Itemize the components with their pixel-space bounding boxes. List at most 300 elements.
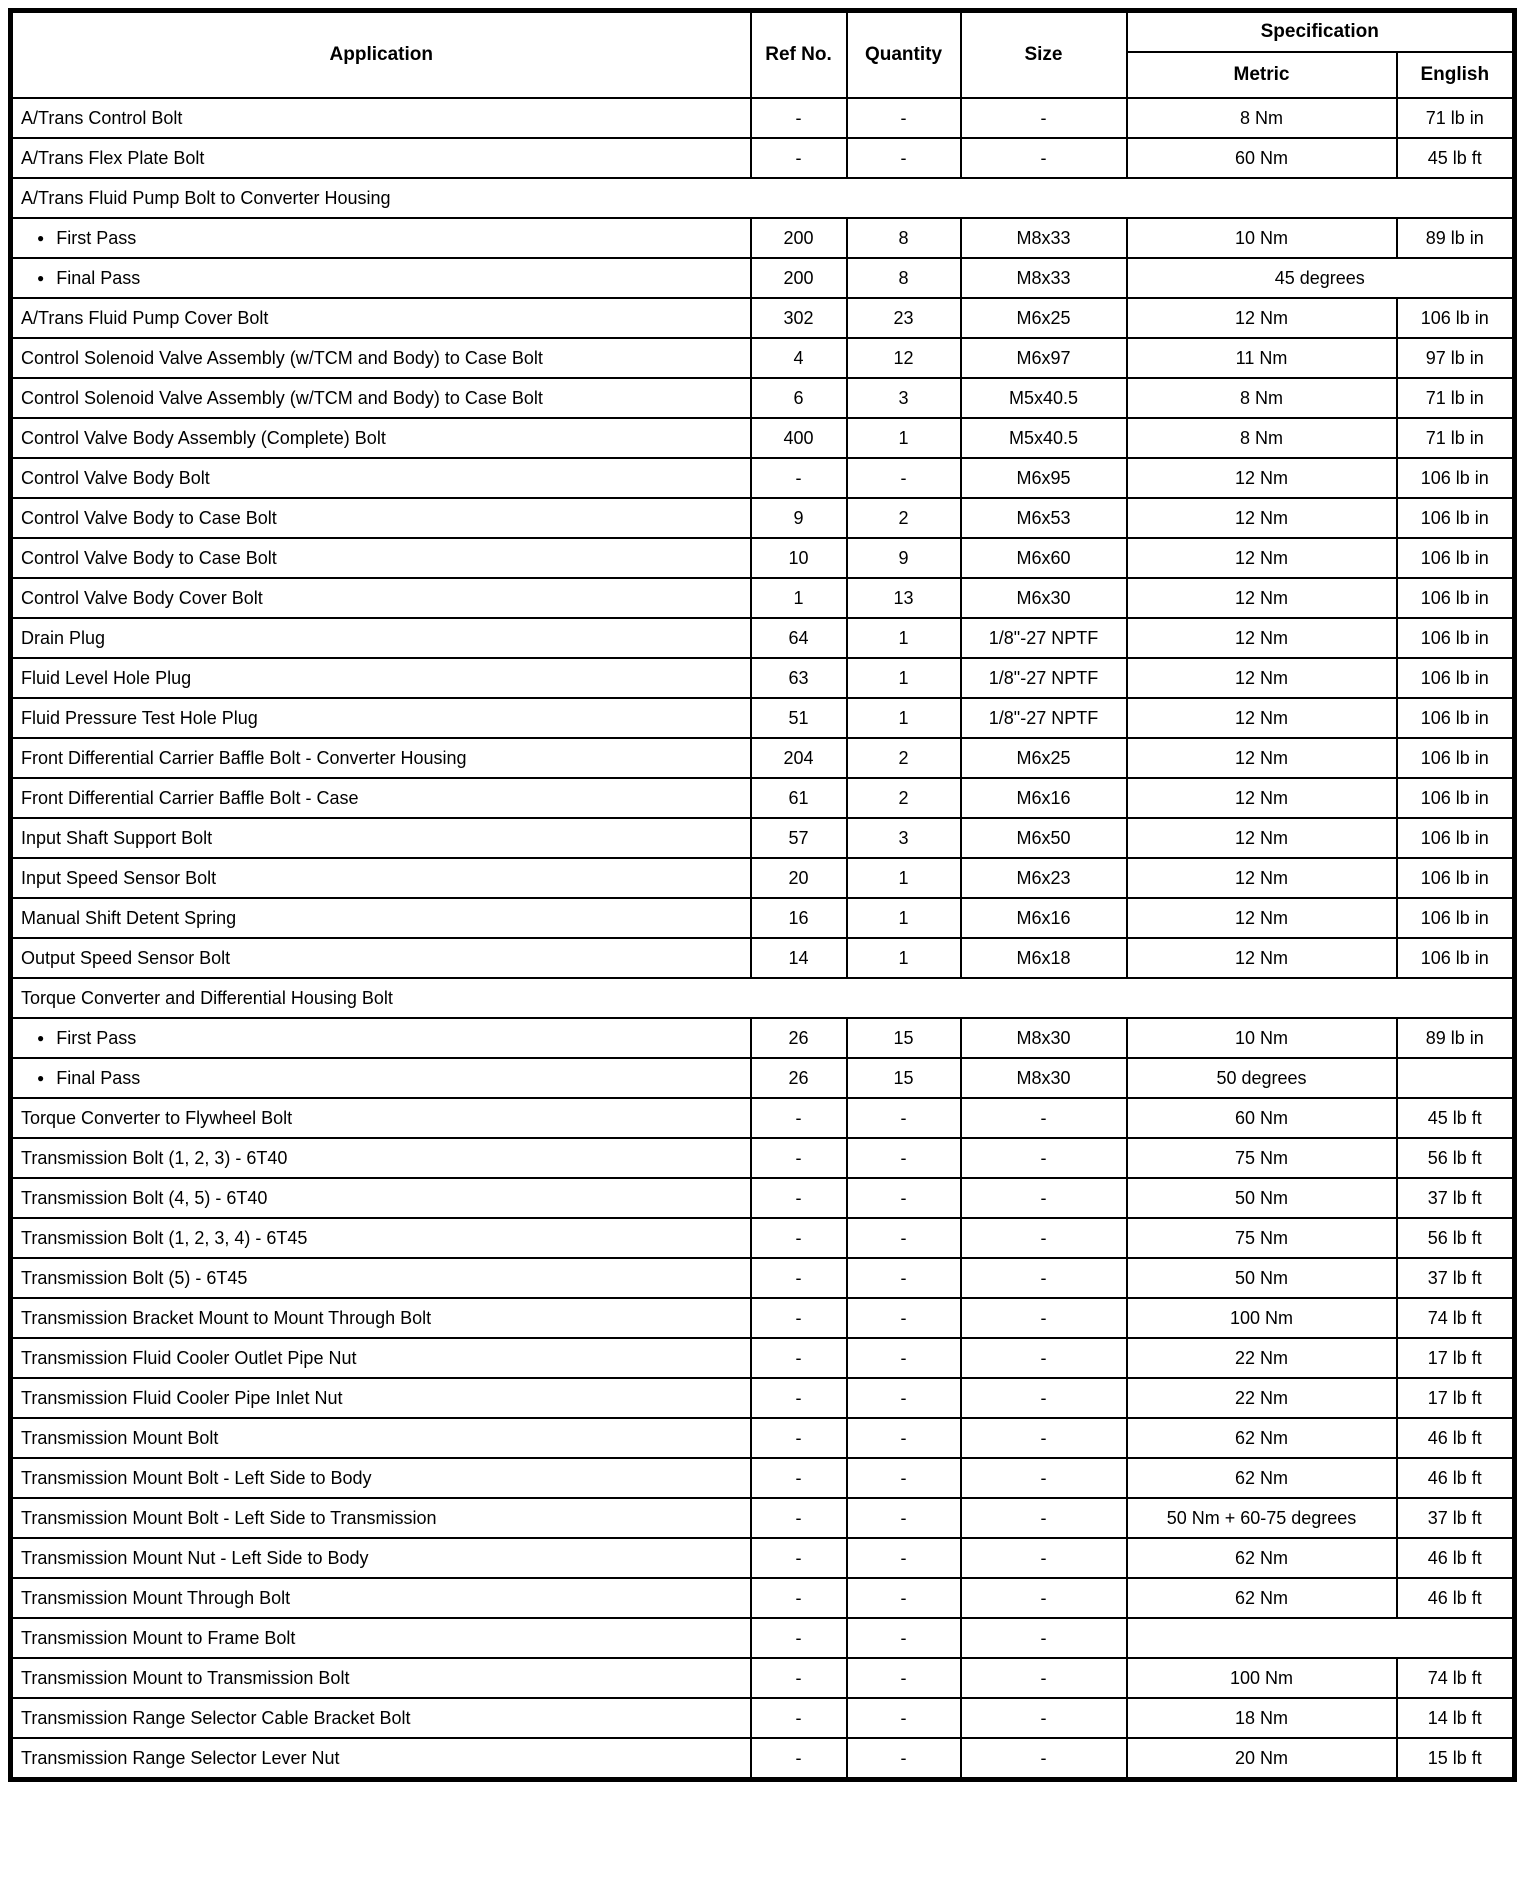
table-row xyxy=(11,378,1515,418)
english-cell: 45 lb ft xyxy=(1397,1098,1515,1138)
table-row xyxy=(11,1418,1515,1458)
quantity-cell: - xyxy=(847,138,961,178)
english-cell: 106 lb in xyxy=(1397,778,1515,818)
table-row xyxy=(11,618,1515,658)
size-cell: - xyxy=(961,1498,1127,1538)
application-text: Front Differential Carrier Baffle Bolt - Case xyxy=(21,788,359,808)
quantity-cell: - xyxy=(847,1698,961,1738)
application-text: Control Valve Body to Case Bolt xyxy=(21,508,277,528)
table-row xyxy=(11,1258,1515,1298)
size-cell: - xyxy=(961,1338,1127,1378)
table-row xyxy=(11,578,1515,618)
metric-cell: 12 Nm xyxy=(1127,778,1397,818)
table-row xyxy=(11,258,1515,298)
application-text: Output Speed Sensor Bolt xyxy=(21,948,231,968)
english-cell: 46 lb ft xyxy=(1397,1458,1515,1498)
quantity-cell: 1 xyxy=(847,938,961,978)
application-text: A/Trans Control Bolt xyxy=(21,108,183,128)
table-row xyxy=(11,658,1515,698)
size-cell: - xyxy=(961,1258,1127,1298)
ref-no-cell: - xyxy=(751,1378,847,1418)
bullet-icon: ● xyxy=(37,1071,45,1085)
size-cell: - xyxy=(961,1698,1127,1738)
english-cell: 46 lb ft xyxy=(1397,1578,1515,1618)
application-cell xyxy=(11,818,751,858)
size-cell: M6x25 xyxy=(961,738,1127,778)
table-row xyxy=(11,898,1515,938)
english-cell: 37 lb ft xyxy=(1397,1258,1515,1298)
table-row xyxy=(11,738,1515,778)
table-row xyxy=(11,938,1515,978)
application-text: Transmission Mount Bolt xyxy=(21,1428,219,1448)
table-row xyxy=(11,98,1515,138)
size-cell: M6x97 xyxy=(961,338,1127,378)
metric-cell: 12 Nm xyxy=(1127,298,1397,338)
ref-no-cell: - xyxy=(751,458,847,498)
quantity-cell: 1 xyxy=(847,618,961,658)
english-cell: 46 lb ft xyxy=(1397,1538,1515,1578)
metric-cell: 50 Nm + 60-75 degrees xyxy=(1127,1498,1397,1538)
ref-no-cell: - xyxy=(751,1658,847,1698)
application-text: Transmission Bolt (1, 2, 3, 4) - 6T45 xyxy=(21,1228,308,1248)
size-cell: - xyxy=(961,1538,1127,1578)
size-cell: - xyxy=(961,98,1127,138)
metric-cell: 10 Nm xyxy=(1127,1018,1397,1058)
size-cell: M8x33 xyxy=(961,258,1127,298)
size-cell: - xyxy=(961,1658,1127,1698)
table-row xyxy=(11,1498,1515,1538)
english-cell: 106 lb in xyxy=(1397,498,1515,538)
application-text: Drain Plug xyxy=(21,628,106,648)
application-text: Transmission Mount to Transmission Bolt xyxy=(21,1668,350,1688)
quantity-cell: 1 xyxy=(847,418,961,458)
application-cell xyxy=(11,578,751,618)
table-row xyxy=(11,1338,1515,1378)
spec-span-cell xyxy=(1127,1618,1515,1658)
quantity-cell: - xyxy=(847,1618,961,1658)
quantity-cell: - xyxy=(847,1498,961,1538)
english-cell: 106 lb in xyxy=(1397,458,1515,498)
ref-no-cell: - xyxy=(751,1498,847,1538)
ref-no-cell: - xyxy=(751,1458,847,1498)
ref-no-cell: - xyxy=(751,1738,847,1780)
bullet-icon: ● xyxy=(37,271,45,285)
size-cell: M5x40.5 xyxy=(961,378,1127,418)
quantity-cell: - xyxy=(847,1138,961,1178)
bullet-icon: ● xyxy=(37,231,45,245)
metric-cell: 50 Nm xyxy=(1127,1258,1397,1298)
section-header-row xyxy=(11,978,1515,1018)
application-cell xyxy=(11,298,751,338)
table-row xyxy=(11,1378,1515,1418)
application-text: First Pass xyxy=(56,228,137,248)
table-row xyxy=(11,1138,1515,1178)
size-cell: M6x16 xyxy=(961,898,1127,938)
application-cell xyxy=(11,778,751,818)
ref-no-cell: - xyxy=(751,1578,847,1618)
ref-no-cell: - xyxy=(751,98,847,138)
ref-no-cell: 200 xyxy=(751,218,847,258)
application-text: Transmission Mount Bolt - Left Side to Body xyxy=(21,1468,372,1488)
english-cell: 106 lb in xyxy=(1397,698,1515,738)
header-row-top xyxy=(11,11,1515,53)
application-cell xyxy=(11,1418,751,1458)
application-cell xyxy=(11,1658,751,1698)
quantity-cell: 2 xyxy=(847,778,961,818)
application-text: Transmission Fluid Cooler Outlet Pipe Nut xyxy=(21,1348,357,1368)
application-cell xyxy=(11,1258,751,1298)
size-cell: 1/8"-27 NPTF xyxy=(961,658,1127,698)
metric-cell: 12 Nm xyxy=(1127,698,1397,738)
application-cell xyxy=(11,738,751,778)
quantity-cell: - xyxy=(847,98,961,138)
metric-cell: 18 Nm xyxy=(1127,1698,1397,1738)
application-text: Fluid Level Hole Plug xyxy=(21,668,192,688)
metric-cell: 50 Nm xyxy=(1127,1178,1397,1218)
quantity-cell: - xyxy=(847,1578,961,1618)
table-row xyxy=(11,1178,1515,1218)
table-row xyxy=(11,298,1515,338)
table-row xyxy=(11,498,1515,538)
metric-cell: 10 Nm xyxy=(1127,218,1397,258)
size-cell: - xyxy=(961,1578,1127,1618)
size-cell: - xyxy=(961,1458,1127,1498)
ref-no-cell: - xyxy=(751,1098,847,1138)
quantity-cell: - xyxy=(847,1298,961,1338)
english-cell: 106 lb in xyxy=(1397,938,1515,978)
application-cell xyxy=(11,1618,751,1658)
ref-no-cell: - xyxy=(751,1338,847,1378)
table-row xyxy=(11,1698,1515,1738)
application-text: Transmission Fluid Cooler Pipe Inlet Nut xyxy=(21,1388,343,1408)
ref-no-cell: - xyxy=(751,1138,847,1178)
application-text: Transmission Bolt (4, 5) - 6T40 xyxy=(21,1188,268,1208)
application-cell xyxy=(11,1458,751,1498)
application-text: A/Trans Fluid Pump Cover Bolt xyxy=(21,308,269,328)
size-cell: 1/8"-27 NPTF xyxy=(961,618,1127,658)
col-header-quantity: Quantity xyxy=(847,11,961,99)
ref-no-cell: 204 xyxy=(751,738,847,778)
application-cell xyxy=(11,898,751,938)
english-cell: 74 lb ft xyxy=(1397,1658,1515,1698)
application-cell xyxy=(11,1498,751,1538)
ref-no-cell: - xyxy=(751,1418,847,1458)
application-cell xyxy=(11,218,751,258)
application-cell xyxy=(11,378,751,418)
quantity-cell: 23 xyxy=(847,298,961,338)
size-cell: M6x16 xyxy=(961,778,1127,818)
ref-no-cell: 20 xyxy=(751,858,847,898)
application-cell xyxy=(11,338,751,378)
application-cell xyxy=(11,1538,751,1578)
application-cell xyxy=(11,1138,751,1178)
size-cell: M6x18 xyxy=(961,938,1127,978)
application-cell xyxy=(11,1698,751,1738)
section-title: Torque Converter and Differential Housing Bolt xyxy=(11,978,1515,1018)
english-cell: 45 lb ft xyxy=(1397,138,1515,178)
application-cell xyxy=(11,98,751,138)
table-row xyxy=(11,1218,1515,1258)
metric-cell: 100 Nm xyxy=(1127,1298,1397,1338)
metric-cell: 12 Nm xyxy=(1127,578,1397,618)
metric-cell: 75 Nm xyxy=(1127,1138,1397,1178)
ref-no-cell: - xyxy=(751,1258,847,1298)
table-row xyxy=(11,1738,1515,1780)
ref-no-cell: 400 xyxy=(751,418,847,458)
section-title: A/Trans Fluid Pump Bolt to Converter Housing xyxy=(11,178,1515,218)
english-cell: 74 lb ft xyxy=(1397,1298,1515,1338)
metric-cell: 12 Nm xyxy=(1127,658,1397,698)
table-row xyxy=(11,698,1515,738)
ref-no-cell: 57 xyxy=(751,818,847,858)
ref-no-cell: 51 xyxy=(751,698,847,738)
quantity-cell: 9 xyxy=(847,538,961,578)
application-cell xyxy=(11,1018,751,1058)
size-cell: M8x30 xyxy=(961,1058,1127,1098)
application-cell xyxy=(11,458,751,498)
ref-no-cell: 63 xyxy=(751,658,847,698)
ref-no-cell: 16 xyxy=(751,898,847,938)
application-cell xyxy=(11,1578,751,1618)
english-cell: 106 lb in xyxy=(1397,858,1515,898)
ref-no-cell: - xyxy=(751,1618,847,1658)
application-text: Transmission Mount Nut - Left Side to Body xyxy=(21,1548,369,1568)
application-text: Final Pass xyxy=(56,1068,141,1088)
english-cell: 71 lb in xyxy=(1397,378,1515,418)
ref-no-cell: 302 xyxy=(751,298,847,338)
english-cell: 37 lb ft xyxy=(1397,1498,1515,1538)
col-header-english: English xyxy=(1397,52,1515,98)
col-header-specification: Specification xyxy=(1127,11,1515,53)
metric-cell: 8 Nm xyxy=(1127,378,1397,418)
metric-cell: 62 Nm xyxy=(1127,1418,1397,1458)
size-cell: M6x60 xyxy=(961,538,1127,578)
table-row xyxy=(11,818,1515,858)
quantity-cell: 1 xyxy=(847,658,961,698)
ref-no-cell: - xyxy=(751,1298,847,1338)
english-cell: 15 lb ft xyxy=(1397,1738,1515,1780)
english-cell: 56 lb ft xyxy=(1397,1218,1515,1258)
metric-cell: 12 Nm xyxy=(1127,858,1397,898)
ref-no-cell: - xyxy=(751,1218,847,1258)
ref-no-cell: - xyxy=(751,138,847,178)
quantity-cell: 1 xyxy=(847,698,961,738)
col-header-metric: Metric xyxy=(1127,52,1397,98)
quantity-cell: 1 xyxy=(847,898,961,938)
metric-cell: 12 Nm xyxy=(1127,538,1397,578)
english-cell: 106 lb in xyxy=(1397,298,1515,338)
quantity-cell: 12 xyxy=(847,338,961,378)
application-text: Transmission Mount Through Bolt xyxy=(21,1588,291,1608)
quantity-cell: 13 xyxy=(847,578,961,618)
quantity-cell: - xyxy=(847,1178,961,1218)
english-cell xyxy=(1397,1058,1515,1098)
table-row xyxy=(11,1018,1515,1058)
english-cell: 106 lb in xyxy=(1397,578,1515,618)
ref-no-cell: 9 xyxy=(751,498,847,538)
application-text: Control Valve Body to Case Bolt xyxy=(21,548,277,568)
metric-cell: 8 Nm xyxy=(1127,418,1397,458)
size-cell: - xyxy=(961,1178,1127,1218)
fastener-spec-table xyxy=(8,8,1517,1782)
application-text: A/Trans Flex Plate Bolt xyxy=(21,148,205,168)
english-cell: 106 lb in xyxy=(1397,658,1515,698)
metric-cell: 12 Nm xyxy=(1127,618,1397,658)
quantity-cell: 3 xyxy=(847,378,961,418)
table-row xyxy=(11,218,1515,258)
quantity-cell: 8 xyxy=(847,258,961,298)
table-row xyxy=(11,1578,1515,1618)
ref-no-cell: 14 xyxy=(751,938,847,978)
size-cell: - xyxy=(961,1298,1127,1338)
metric-cell: 22 Nm xyxy=(1127,1338,1397,1378)
application-text: Control Solenoid Valve Assembly (w/TCM and Body) to Case Bolt xyxy=(21,388,543,408)
ref-no-cell: 200 xyxy=(751,258,847,298)
english-cell: 46 lb ft xyxy=(1397,1418,1515,1458)
metric-cell: 60 Nm xyxy=(1127,1098,1397,1138)
ref-no-cell: 26 xyxy=(751,1018,847,1058)
col-header-application: Application xyxy=(11,11,751,99)
english-cell: 14 lb ft xyxy=(1397,1698,1515,1738)
english-cell: 89 lb in xyxy=(1397,218,1515,258)
application-cell xyxy=(11,498,751,538)
col-header-size: Size xyxy=(961,11,1127,99)
metric-cell: 100 Nm xyxy=(1127,1658,1397,1698)
application-text: Input Shaft Support Bolt xyxy=(21,828,213,848)
application-text: Transmission Range Selector Cable Bracket Bolt xyxy=(21,1708,411,1728)
ref-no-cell: 64 xyxy=(751,618,847,658)
english-cell: 71 lb in xyxy=(1397,98,1515,138)
quantity-cell: - xyxy=(847,1538,961,1578)
application-cell xyxy=(11,1058,751,1098)
size-cell: M6x50 xyxy=(961,818,1127,858)
ref-no-cell: 10 xyxy=(751,538,847,578)
ref-no-cell: - xyxy=(751,1538,847,1578)
metric-cell: 60 Nm xyxy=(1127,138,1397,178)
col-header-ref-no: Ref No. xyxy=(751,11,847,99)
application-text: Transmission Range Selector Lever Nut xyxy=(21,1748,340,1768)
size-cell: - xyxy=(961,138,1127,178)
ref-no-cell: 6 xyxy=(751,378,847,418)
size-cell: M6x95 xyxy=(961,458,1127,498)
application-text: Torque Converter to Flywheel Bolt xyxy=(21,1108,293,1128)
size-cell: M6x53 xyxy=(961,498,1127,538)
application-text: Transmission Bracket Mount to Mount Through Bolt xyxy=(21,1308,432,1328)
ref-no-cell: 61 xyxy=(751,778,847,818)
english-cell: 71 lb in xyxy=(1397,418,1515,458)
bullet-icon: ● xyxy=(37,1031,45,1045)
quantity-cell: - xyxy=(847,1418,961,1458)
application-text: Control Valve Body Assembly (Complete) Bolt xyxy=(21,428,386,448)
size-cell: - xyxy=(961,1418,1127,1458)
metric-cell: 75 Nm xyxy=(1127,1218,1397,1258)
application-cell xyxy=(11,698,751,738)
application-cell xyxy=(11,618,751,658)
application-cell xyxy=(11,1338,751,1378)
metric-cell: 12 Nm xyxy=(1127,498,1397,538)
metric-cell: 12 Nm xyxy=(1127,938,1397,978)
application-text: Transmission Bolt (5) - 6T45 xyxy=(21,1268,248,1288)
ref-no-cell: 4 xyxy=(751,338,847,378)
english-cell: 17 lb ft xyxy=(1397,1338,1515,1378)
application-cell xyxy=(11,658,751,698)
application-cell xyxy=(11,1738,751,1780)
table-row xyxy=(11,418,1515,458)
application-text: Transmission Mount Bolt - Left Side to Transmission xyxy=(21,1508,437,1528)
application-text: Final Pass xyxy=(56,268,141,288)
application-text: Control Valve Body Cover Bolt xyxy=(21,588,263,608)
quantity-cell: - xyxy=(847,1458,961,1498)
quantity-cell: - xyxy=(847,1098,961,1138)
application-text: Transmission Bolt (1, 2, 3) - 6T40 xyxy=(21,1148,288,1168)
table-header xyxy=(11,11,1515,99)
application-text: Control Solenoid Valve Assembly (w/TCM and Body) to Case Bolt xyxy=(21,348,543,368)
quantity-cell: 3 xyxy=(847,818,961,858)
quantity-cell: - xyxy=(847,1258,961,1298)
quantity-cell: 15 xyxy=(847,1058,961,1098)
size-cell: M6x25 xyxy=(961,298,1127,338)
english-cell: 106 lb in xyxy=(1397,738,1515,778)
table-row xyxy=(11,1618,1515,1658)
ref-no-cell: - xyxy=(751,1178,847,1218)
application-text: Input Speed Sensor Bolt xyxy=(21,868,217,888)
metric-cell: 8 Nm xyxy=(1127,98,1397,138)
application-text: Control Valve Body Bolt xyxy=(21,468,210,488)
size-cell: M6x23 xyxy=(961,858,1127,898)
metric-cell: 62 Nm xyxy=(1127,1578,1397,1618)
size-cell: M5x40.5 xyxy=(961,418,1127,458)
size-cell: - xyxy=(961,1378,1127,1418)
size-cell: M6x30 xyxy=(961,578,1127,618)
ref-no-cell: 1 xyxy=(751,578,847,618)
application-cell xyxy=(11,1098,751,1138)
table-row xyxy=(11,1298,1515,1338)
application-cell xyxy=(11,1378,751,1418)
size-cell: - xyxy=(961,1738,1127,1780)
table-row xyxy=(11,458,1515,498)
quantity-cell: 15 xyxy=(847,1018,961,1058)
ref-no-cell: - xyxy=(751,1698,847,1738)
metric-cell: 20 Nm xyxy=(1127,1738,1397,1780)
ref-no-cell: 26 xyxy=(751,1058,847,1098)
table-row xyxy=(11,858,1515,898)
quantity-cell: 8 xyxy=(847,218,961,258)
english-cell: 106 lb in xyxy=(1397,898,1515,938)
english-cell: 89 lb in xyxy=(1397,1018,1515,1058)
english-cell: 106 lb in xyxy=(1397,538,1515,578)
metric-cell: 22 Nm xyxy=(1127,1378,1397,1418)
table-row xyxy=(11,138,1515,178)
size-cell: - xyxy=(961,1098,1127,1138)
english-cell: 37 lb ft xyxy=(1397,1178,1515,1218)
application-text: First Pass xyxy=(56,1028,137,1048)
application-cell xyxy=(11,1298,751,1338)
application-text: Manual Shift Detent Spring xyxy=(21,908,237,928)
table-row xyxy=(11,338,1515,378)
table-row xyxy=(11,1458,1515,1498)
english-cell: 106 lb in xyxy=(1397,618,1515,658)
quantity-cell: - xyxy=(847,1658,961,1698)
application-cell xyxy=(11,138,751,178)
metric-cell: 11 Nm xyxy=(1127,338,1397,378)
spec-span-cell: 45 degrees xyxy=(1127,258,1515,298)
quantity-cell: 1 xyxy=(847,858,961,898)
quantity-cell: - xyxy=(847,1378,961,1418)
section-header-row xyxy=(11,178,1515,218)
metric-cell: 62 Nm xyxy=(1127,1538,1397,1578)
application-cell xyxy=(11,1218,751,1258)
quantity-cell: - xyxy=(847,1218,961,1258)
